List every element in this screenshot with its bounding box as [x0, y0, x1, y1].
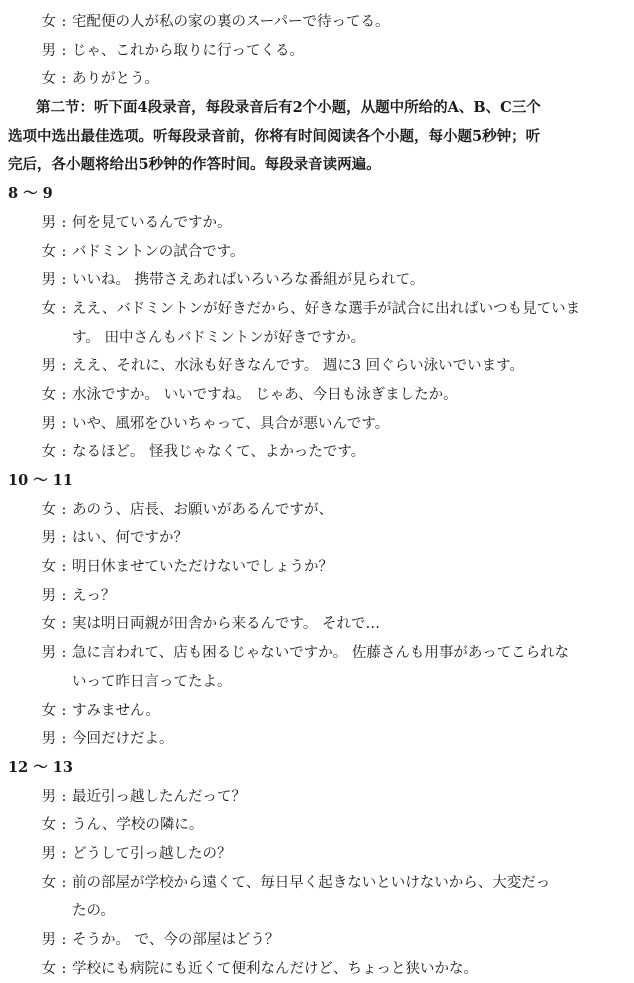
colon: : — [61, 300, 67, 317]
dialogue-line — [8, 8, 620, 37]
dialogue-line — [8, 496, 620, 525]
colon: : — [61, 243, 67, 260]
speaker-label: 男 — [41, 645, 56, 662]
colon: : — [61, 415, 67, 432]
dialogue-line — [8, 553, 620, 582]
line-text: 何を見ているんですか。 — [72, 214, 232, 231]
line-text: そうか。 で、今の部屋はどう？ — [72, 932, 280, 948]
dialogue-line — [8, 209, 620, 238]
line-text: 宅配便の人が私の家の裏のスーパーで待ってる。 — [72, 14, 390, 30]
speaker-label: 男 — [41, 731, 56, 748]
group-label: 12 ～ 13 — [8, 758, 73, 776]
colon: : — [61, 788, 67, 805]
colon: : — [61, 214, 67, 231]
colon: : — [61, 358, 67, 375]
speaker-label: 女 — [41, 817, 56, 834]
dialogue-line — [8, 639, 620, 668]
speaker-label: 男 — [41, 358, 56, 375]
colon: : — [61, 702, 67, 719]
question-group-10-11 — [8, 467, 620, 754]
colon: : — [61, 817, 67, 834]
speaker-label: 女 — [41, 71, 56, 88]
section-line-1: 第二节：听下面4段录音，每段录音后有2个小题，从题中所给的A、B、C三个 — [36, 99, 541, 117]
speaker-label: 男 — [41, 530, 56, 547]
speaker-label: 男 — [41, 932, 56, 948]
line-text: 実は明日両親が田舎から来るんです。 それで… — [72, 616, 380, 633]
dialogue-line — [8, 410, 620, 439]
dialogue-line — [8, 725, 620, 754]
line-text: 明日休ませていただけないでしょうか？ — [72, 559, 333, 576]
colon: : — [61, 645, 67, 662]
dialogue-line — [8, 582, 620, 611]
speaker-label: 女 — [41, 444, 56, 461]
colon: : — [61, 14, 67, 30]
dialogue-line — [8, 811, 620, 840]
section-line-2: 选项中选出最佳选项。听每段录音前，你将有时间阅读各个小题，每小题5秒钟；听 — [8, 127, 541, 145]
dialogue-line — [8, 524, 620, 553]
speaker-label: 女 — [41, 501, 56, 518]
line-text: いや、風邪をひいちゃって、具合が悪いんです。 — [72, 415, 390, 432]
speaker-label: 男 — [41, 272, 56, 289]
dialogue-continuation: いって昨日言ってたよ。 — [72, 673, 232, 690]
speaker-label: 男 — [41, 845, 56, 862]
dialogue-line — [8, 869, 620, 898]
line-text: 急に言われて、店も困るじゃないですか。 佐藤さんも用事があってこられな — [72, 645, 570, 662]
colon: : — [61, 444, 67, 461]
speaker-label: 男 — [41, 415, 56, 432]
question-group-8-9 — [8, 180, 620, 467]
line-text: はい、何ですか？ — [72, 530, 188, 547]
group-label: 10 ～ 11 — [8, 472, 73, 489]
dialogue-line — [8, 697, 620, 726]
speaker-label: 男 — [41, 214, 56, 231]
speaker-label: 男 — [41, 788, 56, 805]
line-text: すみません。 — [72, 702, 160, 719]
line-text: ありがとう。 — [72, 71, 159, 88]
line-text: あのう、店長、お願いがあるんですが、 — [72, 501, 333, 518]
colon: : — [61, 845, 67, 862]
speaker-label: 女 — [41, 300, 56, 317]
colon: : — [61, 386, 67, 403]
line-text: 今回だけだよ。 — [72, 731, 174, 748]
colon: : — [61, 272, 67, 289]
colon: : — [61, 616, 67, 633]
dialogue-line — [8, 381, 620, 410]
dialogue-line — [8, 238, 620, 267]
intro-dialogue — [8, 8, 620, 94]
dialogue-continuation: たの。 — [72, 903, 115, 920]
line-text: うん、学校の隣に。 — [72, 817, 204, 834]
speaker-label: 女 — [41, 702, 56, 719]
line-text: なるほど。 怪我じゃなくて、よかったです。 — [72, 444, 366, 461]
colon: : — [61, 932, 67, 948]
colon: : — [61, 42, 67, 59]
speaker-label: 女 — [41, 960, 56, 977]
speaker-label: 男 — [41, 42, 56, 59]
line-text: じゃ、これから取りに行ってくる。 — [72, 42, 304, 59]
question-group-12-13 — [8, 754, 620, 983]
colon: : — [61, 71, 67, 88]
line-text: バドミントンの試合です。 — [72, 243, 245, 260]
colon: : — [61, 501, 67, 518]
speaker-label: 女 — [41, 243, 56, 260]
dialogue-line — [8, 37, 620, 66]
line-text: 前の部屋が学校から遠くて、毎日早く起きないといけないから、大変だっ — [72, 874, 551, 891]
speaker-label: 女 — [41, 616, 56, 633]
dialogue-line — [8, 610, 620, 639]
dialogue-line — [8, 926, 620, 955]
dialogue-line — [8, 840, 620, 869]
line-text: いいね。 携帯さえあればいろいろな番組が見られて。 — [72, 272, 425, 289]
colon: : — [61, 559, 67, 576]
line-text: ええ、バドミントンが好きだから、好きな選手が試合に出ればいつも見ていま — [72, 300, 581, 317]
line-text: 最近引っ越したんだって？ — [72, 788, 246, 805]
dialogue-line — [8, 266, 620, 295]
section-line-3: 完后，各小题将给出5秒钟的作答时间。每段录音读两遍。 — [8, 156, 381, 174]
dialogue-line — [8, 438, 620, 467]
line-text: どうして引っ越したの？ — [72, 845, 232, 862]
dialogue-line — [8, 295, 620, 324]
colon: : — [61, 874, 67, 891]
speaker-label: 女 — [41, 874, 56, 891]
section-instructions — [8, 94, 620, 180]
colon: : — [61, 731, 67, 748]
dialogue-line — [8, 65, 620, 94]
dialogue-line — [8, 352, 620, 381]
line-text: 水泳ですか。 いいですね。 じゃあ、今日も泳ぎましたか。 — [72, 386, 458, 403]
dialogue-line — [8, 783, 620, 812]
dialogue-line — [8, 955, 620, 983]
speaker-label: 女 — [41, 386, 56, 403]
group-label: 8 ～ 9 — [8, 185, 53, 203]
dialogue-continuation: す。 田中さんもバドミントンが好きですか。 — [72, 329, 366, 346]
colon: : — [61, 960, 67, 977]
line-text: えっ？ — [72, 587, 116, 604]
line-text: 学校にも病院にも近くて便利なんだけど、ちょっと狭いかな。 — [72, 960, 478, 977]
speaker-label: 男 — [41, 587, 56, 604]
colon: : — [61, 530, 67, 547]
speaker-label: 女 — [41, 14, 56, 30]
line-text: ええ、それに、水泳も好きなんです。 週に3 回ぐらい泳いでいます。 — [72, 358, 524, 375]
speaker-label: 女 — [41, 559, 56, 576]
colon: : — [61, 587, 67, 604]
